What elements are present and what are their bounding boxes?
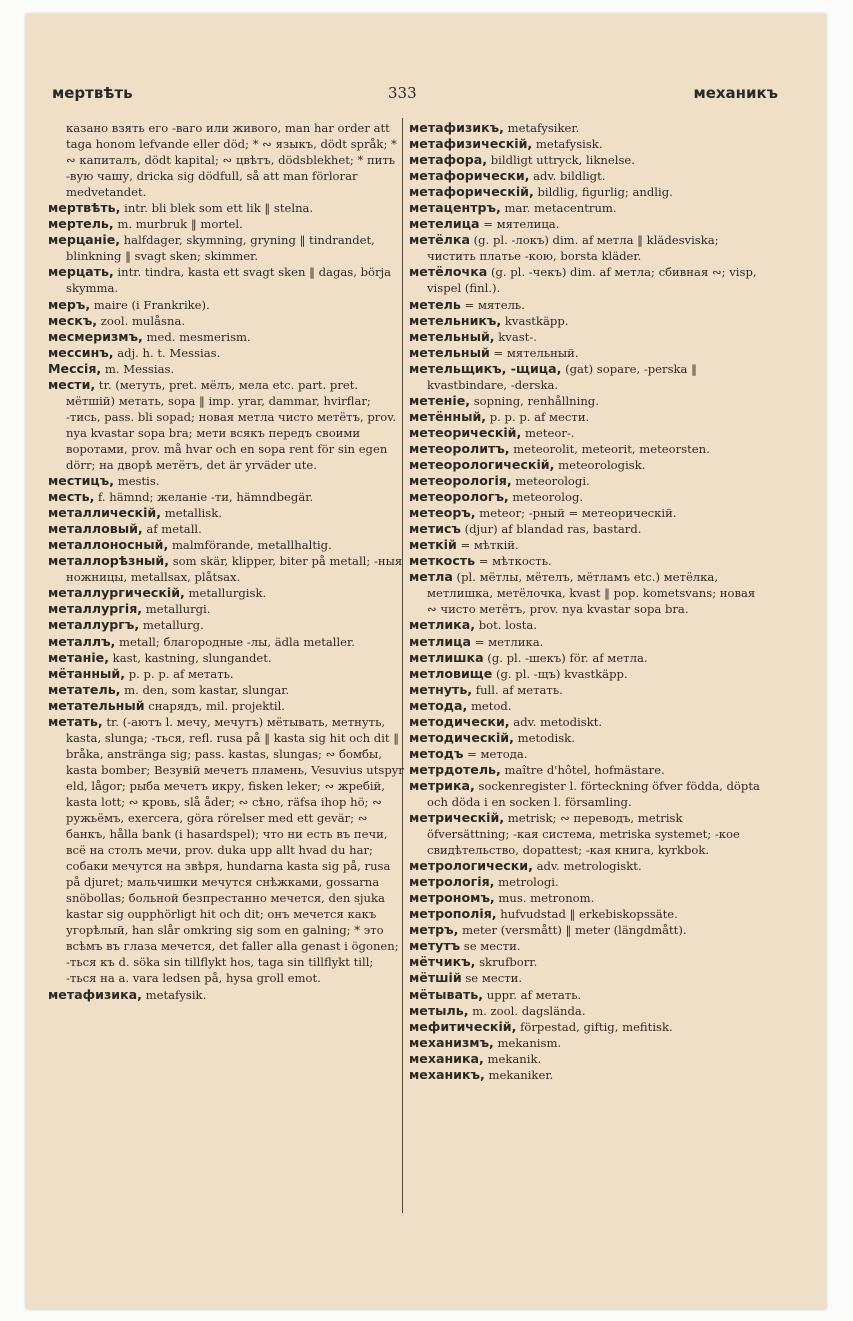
entry-definition: zool. mulåsna. xyxy=(100,313,186,328)
dictionary-entry xyxy=(409,297,765,313)
entry-definition: skrufborr. xyxy=(479,955,538,970)
entry-headword: методъ xyxy=(409,745,464,761)
entry-definition: se мести. xyxy=(463,939,521,954)
dictionary-entry xyxy=(409,682,765,698)
entry-definition: meteorolog. xyxy=(512,490,584,505)
entry-headword: мётанный, xyxy=(48,665,126,681)
dictionary-entry xyxy=(48,698,404,714)
entry-definition: = мѣткость. xyxy=(478,554,552,569)
entry-definition: (g. pl. -чекъ) dim. af метла; сбивная ∾; visp, vispel (finl.). xyxy=(427,265,757,296)
entry-headword: метрика, xyxy=(409,777,475,793)
entry-headword: метельникъ, xyxy=(409,312,502,328)
entry-headword: метённый, xyxy=(409,408,487,424)
entry-definition: m. murbruk ‖ mortel. xyxy=(117,217,243,232)
dictionary-entry xyxy=(409,730,765,746)
dictionary-entry xyxy=(48,232,404,264)
entry-headword: методическій, xyxy=(409,729,514,745)
dictionary-entry xyxy=(48,521,404,537)
entry-definition: metrisk; ∾ переводъ, metrisk öfversättning; -кая система, metriska systemet; -кое свидѣтельство, dopattest; -кая книга, kyrkbok. xyxy=(427,811,740,858)
entry-definition: = метода. xyxy=(467,746,528,761)
entry-headword: метеоръ, xyxy=(409,505,476,521)
dictionary-entry xyxy=(48,553,404,585)
entry-headword: метлика, xyxy=(409,617,476,633)
entry-headword: мётчикъ, xyxy=(409,954,476,970)
entry-definition: med. mesmerism. xyxy=(146,329,251,344)
dictionary-entry xyxy=(409,489,765,505)
dictionary-entry xyxy=(48,585,404,601)
entry-headword: метеніе, xyxy=(409,392,471,408)
right-column xyxy=(409,120,765,1083)
entry-definition: metallurgisk. xyxy=(188,586,267,601)
dictionary-entry xyxy=(409,762,765,778)
dictionary-entry xyxy=(409,1051,765,1067)
entry-definition: metallurgi. xyxy=(145,602,211,617)
dictionary-entry xyxy=(409,650,765,666)
dictionary-entry xyxy=(48,489,404,505)
entry-headword: механика, xyxy=(409,1050,484,1066)
entry-definition: full. af метать. xyxy=(475,682,563,697)
entry-definition: kvastkäpp. xyxy=(504,313,569,328)
entry-headword: метода, xyxy=(409,697,468,713)
dictionary-entry xyxy=(409,810,765,858)
entry-definition: sopning, renhållning. xyxy=(473,393,599,408)
entry-headword: металловый, xyxy=(48,521,143,537)
dictionary-entry xyxy=(409,569,765,617)
entry-headword: метеоролитъ, xyxy=(409,440,510,456)
dictionary-entry xyxy=(409,1003,765,1019)
entry-definition: af metall. xyxy=(146,522,202,537)
entry-definition: adv. bildligt. xyxy=(533,169,606,184)
entry-headword: мертвѣть, xyxy=(48,200,121,216)
entry-headword: металлоносный, xyxy=(48,537,169,553)
dictionary-entry xyxy=(48,345,404,361)
dictionary-entry xyxy=(48,601,404,617)
dictionary-entry xyxy=(48,377,404,473)
dictionary-entry xyxy=(48,666,404,682)
dictionary-entry xyxy=(409,987,765,1003)
entry-headword: метеорическій, xyxy=(409,424,522,440)
dictionary-entry xyxy=(48,714,404,987)
entry-headword: метла xyxy=(409,569,453,585)
page-number: 333 xyxy=(388,84,417,102)
dictionary-entry xyxy=(409,457,765,473)
dictionary-entry xyxy=(48,297,404,313)
entry-headword: метель xyxy=(409,296,461,312)
entry-definition: kvast-. xyxy=(498,329,537,344)
entry-headword: метельный, xyxy=(409,328,495,344)
dictionary-entry xyxy=(409,120,765,136)
entry-headword: мётшій xyxy=(409,970,462,986)
entry-headword: Мессія, xyxy=(48,360,102,376)
dictionary-entry xyxy=(409,634,765,650)
dictionary-entry xyxy=(409,505,765,521)
entry-definition: maire (i Frankrike). xyxy=(93,297,210,312)
entry-definition: meteorolit, meteorit, meteorsten. xyxy=(513,441,710,456)
entry-headword: металлическій, xyxy=(48,505,162,521)
entry-definition: som skär, klipper, biter på metall; -ныя ножницы, metallsax, plåtsax. xyxy=(66,554,403,585)
dictionary-entry xyxy=(409,922,765,938)
dictionary-entry xyxy=(409,393,765,409)
entry-headword: метёлка xyxy=(409,232,470,248)
dictionary-entry xyxy=(48,617,404,633)
entry-definition: hufvudstad ‖ erkebiskopssäte. xyxy=(500,907,678,922)
entry-definition: metafysik. xyxy=(145,987,207,1002)
entry-definition: = мятельный. xyxy=(493,345,579,360)
dictionary-entry xyxy=(48,505,404,521)
dictionary-entry xyxy=(409,425,765,441)
entry-headword: метёлочка xyxy=(409,264,488,280)
dictionary-entry xyxy=(48,361,404,377)
entry-headword: метыль, xyxy=(409,1002,469,1018)
entry-definition: m. den, som kastar, slungar. xyxy=(124,682,290,697)
dictionary-entry xyxy=(48,537,404,553)
dictionary-entry xyxy=(48,264,404,296)
entry-headword: механизмъ, xyxy=(409,1034,494,1050)
dictionary-entry xyxy=(409,666,765,682)
dictionary-entry xyxy=(48,313,404,329)
dictionary-entry xyxy=(409,345,765,361)
dictionary-entry xyxy=(48,120,404,200)
entry-headword: металлорѣзный, xyxy=(48,553,170,569)
entry-definition: (pl. мётлы, мётелъ, мётламъ etc.) метёлка, метлишка, метёлочка, kvast ‖ pop. kometsvans; новая ∾ чисто метётъ, prov. nya kvastar sopa bra. xyxy=(427,570,756,617)
dictionary-entry xyxy=(48,682,404,698)
entry-definition: meteorologisk. xyxy=(558,457,646,472)
entry-definition: uppr. af метать. xyxy=(486,987,582,1002)
entry-definition: = метлика. xyxy=(474,634,544,649)
entry-headword: металлургъ, xyxy=(48,617,140,633)
entry-definition: tr. (-аютъ l. мечу, мечутъ) мётывать, метнуть, kasta, slunga; -ться, refl. rusa på ‖ kasta sig hit och dit ‖ bråka, anstränga sig; pass. kastas, slungas; ∾ бомбы, kasta bomber; Везувій мечетъ пламень, Vesuvius utspyr eld, lågor; рыба мечетъ икру, fisken leker; ∾ жребій, kasta lott; ∾ кровь, slå åder; ∾ сѣно, räfsa ihop hö; ∾ ружьёмъ, exercera, göra rörelser med ett gevär; ∾ банкъ, hålla bank (i hasardspel); что ни есть въ печи, всё на столъ мечи, prov. duka upp allt hvad du har; собаки мечутся на звѣря, hundarna kasta sig på, rusa på djuret; мальчишки мечутся снѣжками, gossarna snöbollas; больной безпрестанно мечется, den sjuka kastar sig oupphörligt hit och dit; онъ мечется какъ угорѣлый, han slår omkring sig som en galning; * это всѣмъ въ глаза мечется, det faller alla genast i ögonen; -ться къ d. söka sin tillflykt hos, taga sin tillflykt till; -ться на a. vara ledsen på, hysa groll emot. xyxy=(66,714,404,986)
entry-headword: мётывать, xyxy=(409,986,484,1002)
entry-headword: метутъ xyxy=(409,938,461,954)
entry-definition: = мѣткій. xyxy=(460,538,519,553)
entry-definition: снарядъ, mil. projektil. xyxy=(148,698,285,713)
dictionary-entry xyxy=(48,987,404,1003)
dictionary-entry xyxy=(409,746,765,762)
running-head-right: механикъ xyxy=(693,84,778,102)
entry-definition: adv. metrologiskt. xyxy=(536,859,642,874)
entry-definition: (gat) sopare, -perska ‖ kvastbindare, -derska. xyxy=(427,361,697,392)
entry-definition: adj. h. t. Messias. xyxy=(117,345,221,360)
entry-definition: bildligt uttryck, liknelse. xyxy=(490,153,635,168)
dictionary-entry xyxy=(409,232,765,264)
entry-headword: методически, xyxy=(409,713,510,729)
dictionary-entry xyxy=(409,313,765,329)
entry-headword: мести, xyxy=(48,376,96,392)
dictionary-entry xyxy=(409,617,765,633)
dictionary-entry xyxy=(409,906,765,922)
entry-definition: = мятелица. xyxy=(483,217,560,232)
dictionary-entry xyxy=(409,537,765,553)
dictionary-entry xyxy=(48,216,404,232)
entry-headword: метрдотель, xyxy=(409,761,501,777)
entry-headword: металлургическій, xyxy=(48,585,185,601)
entry-definition: m. Messias. xyxy=(104,361,175,376)
entry-headword: метеорологическій, xyxy=(409,456,555,472)
entry-definition: meter (versmått) ‖ meter (längdmått). xyxy=(462,923,687,938)
entry-headword: меткій xyxy=(409,537,457,553)
entry-definition: metafysisk. xyxy=(535,137,603,152)
dictionary-entry xyxy=(409,1067,765,1083)
entry-definition: sockenregister l. förteckning öfver födda, döpta och döda i en socken l. församling. xyxy=(427,778,760,809)
dictionary-entry xyxy=(409,152,765,168)
entry-definition: metallisk. xyxy=(164,506,222,521)
entry-headword: метнуть, xyxy=(409,681,473,697)
entry-definition: metodisk. xyxy=(517,730,575,745)
entry-headword: метательный xyxy=(48,697,145,713)
entry-headword: метлица xyxy=(409,633,472,649)
entry-headword: метрическій, xyxy=(409,810,505,826)
entry-definition: казано взять его -ваго или живого, man har order att taga honom lefvande eller död; * ∾ языкъ, dödt språk; * ∾ капиталъ, dödt kapital; ∾ цвѣтъ, dödsblekhet; * пить -вую чашу, dricka sig dödfull, så att man förlorar medvetandet. xyxy=(66,121,397,200)
entry-definition: halfdager, skymning, gryning ‖ tindrandet, blinkning ‖ svagt sken; skimmer. xyxy=(66,233,375,264)
dictionary-entry xyxy=(409,1035,765,1051)
entry-definition: (g. pl. -щъ) kvastkäpp. xyxy=(495,666,628,681)
entry-headword: метафорическій, xyxy=(409,184,534,200)
dictionary-entry xyxy=(409,1019,765,1035)
dictionary-entry xyxy=(409,938,765,954)
entry-definition: metrologi. xyxy=(498,875,559,890)
entry-headword: метельный xyxy=(409,344,490,360)
entry-definition: mekanism. xyxy=(497,1035,562,1050)
entry-headword: мерцаніе, xyxy=(48,232,121,248)
entry-headword: месть, xyxy=(48,489,95,505)
dictionary-entry xyxy=(409,714,765,730)
entry-headword: меръ, xyxy=(48,296,91,312)
entry-headword: метать, xyxy=(48,713,103,729)
entry-definition: meteorologi. xyxy=(515,474,590,489)
dictionary-entry xyxy=(409,874,765,890)
entry-definition: metafysiker. xyxy=(507,121,580,135)
entry-headword: метрологія, xyxy=(409,874,495,890)
entry-definition: meteor-. xyxy=(524,425,575,440)
entry-definition: metod. xyxy=(470,698,512,713)
entry-headword: месмеризмъ, xyxy=(48,328,143,344)
dictionary-entry xyxy=(409,890,765,906)
dictionary-entry xyxy=(409,954,765,970)
entry-headword: меткость xyxy=(409,553,476,569)
dictionary-entry xyxy=(409,778,765,810)
entry-definition: p. p. p. af мести. xyxy=(489,409,590,424)
entry-definition: bildlig, figurlig; andlig. xyxy=(537,185,673,200)
entry-definition: malmförande, metallhaltig. xyxy=(171,538,332,553)
dictionary-entry xyxy=(48,200,404,216)
dictionary-entry xyxy=(48,650,404,666)
entry-definition: mestis. xyxy=(117,474,160,489)
dictionary-entry xyxy=(409,553,765,569)
entry-headword: метръ, xyxy=(409,922,459,938)
dictionary-entry xyxy=(409,136,765,152)
entry-headword: метатель, xyxy=(48,681,121,697)
dictionary-entry xyxy=(48,634,404,650)
entry-definition: adv. metodiskt. xyxy=(513,714,603,729)
entry-headword: метрономъ, xyxy=(409,890,495,906)
entry-definition: meteor; -рный = метеорическій. xyxy=(479,506,677,521)
entry-headword: метрополія, xyxy=(409,906,497,922)
entry-headword: метафизикъ, xyxy=(409,120,504,135)
entry-definition: mekaniker. xyxy=(488,1067,554,1082)
entry-definition: mus. metronom. xyxy=(498,891,595,906)
entry-headword: метеорологія, xyxy=(409,473,512,489)
entry-definition: f. hämnd; желаніе -ти, hämndbegär. xyxy=(98,490,314,505)
entry-definition: intr. bli blek som ett lik ‖ stelna. xyxy=(124,201,314,216)
entry-headword: метафора, xyxy=(409,152,488,168)
entry-definition: intr. tindra, kasta ett svagt sken ‖ dagas, börja skymma. xyxy=(66,265,392,296)
entry-definition: (djur) af blandad ras, bastard. xyxy=(464,522,642,537)
dictionary-entry xyxy=(409,473,765,489)
dictionary-page xyxy=(26,14,826,1309)
entry-headword: метацентръ, xyxy=(409,200,501,216)
entry-definition: (g. pl. -шекъ) för. af метла. xyxy=(487,650,648,665)
entry-headword: мефитическій, xyxy=(409,1018,517,1034)
entry-definition: metall; благородные -лы, ädla metaller. xyxy=(119,634,355,649)
entry-headword: металлургія, xyxy=(48,601,143,617)
left-column xyxy=(48,120,404,1003)
entry-definition: bot. losta. xyxy=(478,618,538,633)
entry-headword: механикъ, xyxy=(409,1066,485,1082)
entry-headword: метлишка xyxy=(409,649,484,665)
entry-definition: = мятель. xyxy=(464,297,525,312)
entry-headword: метелица xyxy=(409,216,480,232)
dictionary-entry xyxy=(409,858,765,874)
entry-definition: metallurg. xyxy=(142,618,204,633)
entry-definition: m. zool. dagslända. xyxy=(472,1003,586,1018)
dictionary-entry xyxy=(409,200,765,216)
entry-headword: метафизика, xyxy=(48,986,142,1002)
dictionary-entry xyxy=(409,329,765,345)
dictionary-entry xyxy=(48,329,404,345)
entry-headword: мертель, xyxy=(48,216,114,232)
entry-headword: метловище xyxy=(409,665,493,681)
dictionary-entry xyxy=(409,168,765,184)
dictionary-entry xyxy=(409,521,765,537)
dictionary-entry xyxy=(409,698,765,714)
entry-headword: метисъ xyxy=(409,521,461,537)
entry-headword: мескъ, xyxy=(48,312,98,328)
dictionary-entry xyxy=(409,264,765,296)
dictionary-entry xyxy=(409,361,765,393)
dictionary-entry xyxy=(409,216,765,232)
running-head-left: мертвѣть xyxy=(52,84,133,102)
dictionary-entry xyxy=(409,441,765,457)
entry-headword: метрологически, xyxy=(409,858,533,874)
entry-definition: se мести. xyxy=(465,971,523,986)
entry-definition: maître d'hôtel, hofmästare. xyxy=(504,762,665,777)
entry-headword: метафизическій, xyxy=(409,136,533,152)
entry-definition: (g. pl. -локъ) dim. af метла ‖ klädesviska; чистить платье -кою, borsta kläder. xyxy=(427,233,719,264)
entry-headword: метельщикъ, -щица, xyxy=(409,360,562,376)
entry-definition: kast, kastning, slungandet. xyxy=(112,650,272,665)
entry-headword: мерцать, xyxy=(48,264,114,280)
entry-headword: местицъ, xyxy=(48,473,115,489)
entry-headword: мессинъ, xyxy=(48,344,114,360)
dictionary-entry xyxy=(409,970,765,986)
entry-definition: mekanik. xyxy=(487,1051,542,1066)
entry-definition: p. p. p. af метать. xyxy=(128,666,234,681)
dictionary-entry xyxy=(409,184,765,200)
entry-definition: mar. metacentrum. xyxy=(504,201,617,216)
entry-headword: метафорически, xyxy=(409,168,530,184)
dictionary-entry xyxy=(409,409,765,425)
dictionary-entry xyxy=(48,473,404,489)
entry-definition: förpestad, giftig, mefitisk. xyxy=(520,1019,673,1034)
entry-headword: метеорологъ, xyxy=(409,489,509,505)
entry-definition: tr. (метуть, pret. мёлъ, мела etc. part. pret. мётшій) метать, sopa ‖ imp. yrar, dammar, hvirflar; -тись, pass. bli sopad; новая метла чисто метётъ, prov. nya kvastar sopa bra; мети всякъ передъ своими воротами, prov. må hvar och en sopa rent för sin egen dörr; на дворѣ метётъ, det är yrväder ute. xyxy=(66,377,397,472)
entry-headword: метаніе, xyxy=(48,649,109,665)
entry-headword: металлъ, xyxy=(48,633,116,649)
